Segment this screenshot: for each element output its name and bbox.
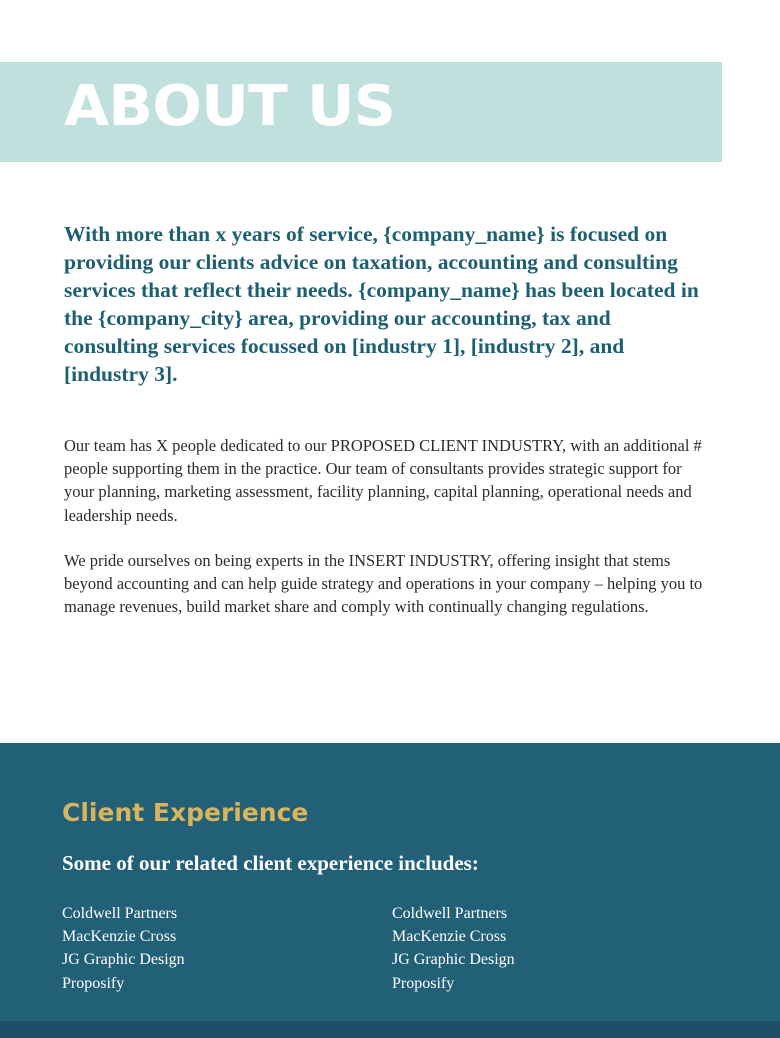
body-paragraph-2: We pride ourselves on being experts in the INSERT INDUSTRY, offering insight that stems beyond accounting and can help guide strategy and operations in your company – helping you to manage revenues, build market share and comply with continually changing regulations. xyxy=(64,551,703,617)
list-item: JG Graphic Design xyxy=(62,951,185,969)
client-list-columns xyxy=(62,902,722,995)
page-title: ABOUT US xyxy=(64,74,396,139)
intro-paragraph: With more than x years of service, {company_name} is focused on providing our clients advice on taxation, accounting and consulting services that reflect their needs. {company_name} has been located in the {company_city} area, providing our accounting, tax and consulting services focussed on [industry 1], [industry 2], and [industry 3]. xyxy=(64,222,699,386)
list-item: Proposify xyxy=(392,974,455,992)
body-paragraph-1: Our team has X people dedicated to our PROPOSED CLIENT INDUSTRY, with an additional # people supporting them in the practice. Our team of consultants provides strategic support for your planning, marketing assessment, facility planning, capital planning, operational needs and leadership needs. xyxy=(64,436,702,525)
list-item: MacKenzie Cross xyxy=(392,928,507,946)
footer-divider xyxy=(0,1021,780,1038)
client-list-column-left xyxy=(62,902,392,995)
list-item: MacKenzie Cross xyxy=(62,928,177,946)
list-item: Coldwell Partners xyxy=(62,905,178,922)
list-item: JG Graphic Design xyxy=(392,951,515,969)
client-list-column-right xyxy=(392,902,722,995)
list-item: Coldwell Partners xyxy=(392,905,508,922)
client-experience-heading: Client Experience xyxy=(62,798,309,827)
list-item: Proposify xyxy=(62,974,125,992)
client-experience-subheading: Some of our related client experience includes: xyxy=(62,851,479,875)
